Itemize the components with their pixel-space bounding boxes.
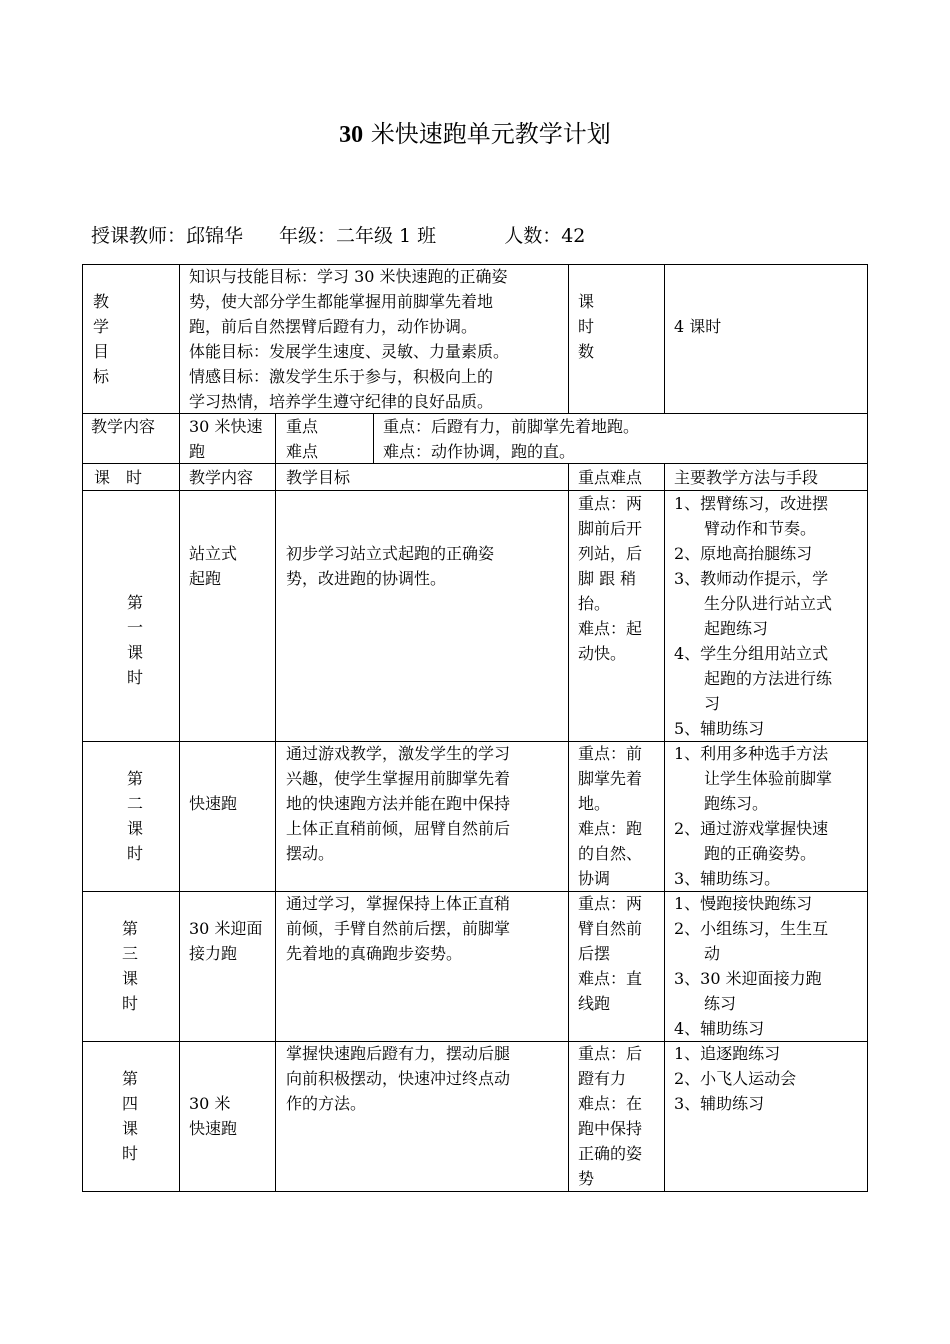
method-item: 1、追逐跑练习: [674, 1044, 781, 1063]
lesson-1-label: 第 一 课 时: [126, 593, 143, 687]
header-lesson: 课 时: [94, 468, 143, 487]
lesson-3-content: 30 米迎面 接力跑: [189, 919, 263, 963]
lesson-4-content: 30 米 快速跑: [189, 1094, 238, 1138]
lesson-1-methods: [674, 491, 832, 741]
method-item: 1、慢跑接快跑练习: [674, 894, 813, 913]
table-border-left: [82, 264, 83, 1192]
lesson-4-label: 第 四 课 时: [121, 1069, 138, 1163]
lesson-3-key: 重点：两 臂自然前 后摆 难点：直 线跑: [578, 894, 643, 1013]
key-difficulty-label: 重点 难点: [286, 417, 319, 461]
content-label: 教学内容: [91, 417, 156, 436]
lesson-1-key: 重点：两 脚前后开 列站，后 脚 跟 稍 抬。 难点：起 动快。: [578, 494, 643, 663]
lesson-1-goal: 初步学习站立式起跑的正确姿 势，改进跑的协调性。: [286, 544, 495, 588]
method-item: 3、辅助练习: [674, 1094, 765, 1113]
table-line: [275, 463, 276, 1192]
lesson-2-key: 重点：前 脚掌先着 地。 难点：跑 的自然、 协调: [578, 744, 643, 888]
method-item: 3、30 米迎面接力跑 练习: [674, 969, 822, 1013]
lesson-3-goal: 通过学习，掌握保持上体正直稍 前倾，手臂自然前后摆，前脚掌 先着地的真确跑步姿势。: [286, 894, 511, 963]
info-line: [91, 222, 585, 250]
header-goal: 教学目标: [286, 468, 351, 487]
objectives-text: 知识与技能目标：学习 30 米快速跑的正确姿 势，使大部分学生都能掌握用前脚掌先着地 跑，前后自然摆臂后蹬有力，动作协调。 体能目标：发展学生速度、灵敏、力量素质。 情感目标：激发学生乐于参与，积极向上的 学习热情，培养学生遵守纪律的良好品质。: [189, 267, 510, 411]
title-number: 30: [339, 122, 364, 148]
lesson-1-content: 站立式 起跑: [189, 544, 238, 588]
lesson-3-methods: [674, 891, 828, 1041]
lesson-2-goal: 通过游戏教学，激发学生的学习 兴趣，使学生掌握用前脚掌先着 地的快速跑方法并能在跑中保持 上体正直稍前倾，屈臂自然前后 摆动。: [286, 744, 511, 863]
key-difficulty-text: 重点：后蹬有力，前脚掌先着地跑。 难点：动作协调，跑的直。: [383, 417, 640, 461]
table-line: [568, 264, 569, 414]
method-item: 2、通过游戏掌握快速 跑的正确姿势。: [674, 819, 829, 863]
table-border-right: [867, 264, 868, 1192]
method-item: 2、小组练习，生生互 动: [674, 919, 829, 963]
table-line: [568, 463, 569, 1192]
lesson-2-content: 快速跑: [189, 794, 238, 813]
table-line: [664, 264, 665, 414]
lesson-4-key: 重点：后 蹬有力 难点：在 跑中保持 正确的姿 势: [578, 1044, 643, 1188]
lesson-3-label: 第 三 课 时: [121, 919, 138, 1013]
page-title: [0, 118, 950, 151]
table-line: [373, 413, 374, 464]
table-border-bottom: [82, 1191, 868, 1192]
lesson-4-goal: 掌握快速跑后蹬有力，摆动后腿 向前积极摆动，快速冲过终点动 作的方法。: [286, 1044, 511, 1113]
hours-value: 4 课时: [674, 317, 722, 336]
content-topic: 30 米快速 跑: [189, 417, 263, 461]
teacher-info: 授课教师：邱锦华: [91, 225, 244, 247]
title-text: 米快速跑单元教学计划: [370, 120, 611, 148]
table-line: [664, 463, 665, 1192]
table-line: [275, 413, 276, 464]
method-item: 4、学生分组用站立式 起跑的方法进行练 习: [674, 644, 833, 713]
student-count: 人数：42: [504, 225, 586, 247]
method-item: 2、原地高抬腿练习: [674, 544, 813, 563]
method-item: 2、小飞人运动会: [674, 1069, 797, 1088]
header-methods: 主要教学方法与手段: [674, 468, 819, 487]
header-content: 教学内容: [189, 468, 254, 487]
method-item: 5、辅助练习: [674, 719, 765, 738]
method-item: 1、摆臂练习，改进摆 臂动作和节奏。: [674, 494, 829, 538]
table-line: [179, 264, 180, 1192]
method-item: 4、辅助练习: [674, 1019, 765, 1038]
hours-label: 课 时 数: [578, 292, 595, 361]
method-item: 1、利用多种选手方法 让学生体验前脚掌 跑练习。: [674, 744, 833, 813]
grade-info: 年级：二年级 1 班: [279, 225, 437, 247]
lesson-2-label: 第 二 课 时: [126, 769, 143, 863]
lesson-4-methods: [674, 1041, 796, 1116]
method-item: 3、教师动作提示，学 生分队进行站立式 起跑练习: [674, 569, 833, 638]
method-item: 3、辅助练习。: [674, 869, 781, 888]
objectives-label: 教 学 目 标: [92, 292, 109, 386]
lesson-2-methods: [674, 741, 832, 891]
header-key: 重点难点: [578, 468, 643, 487]
